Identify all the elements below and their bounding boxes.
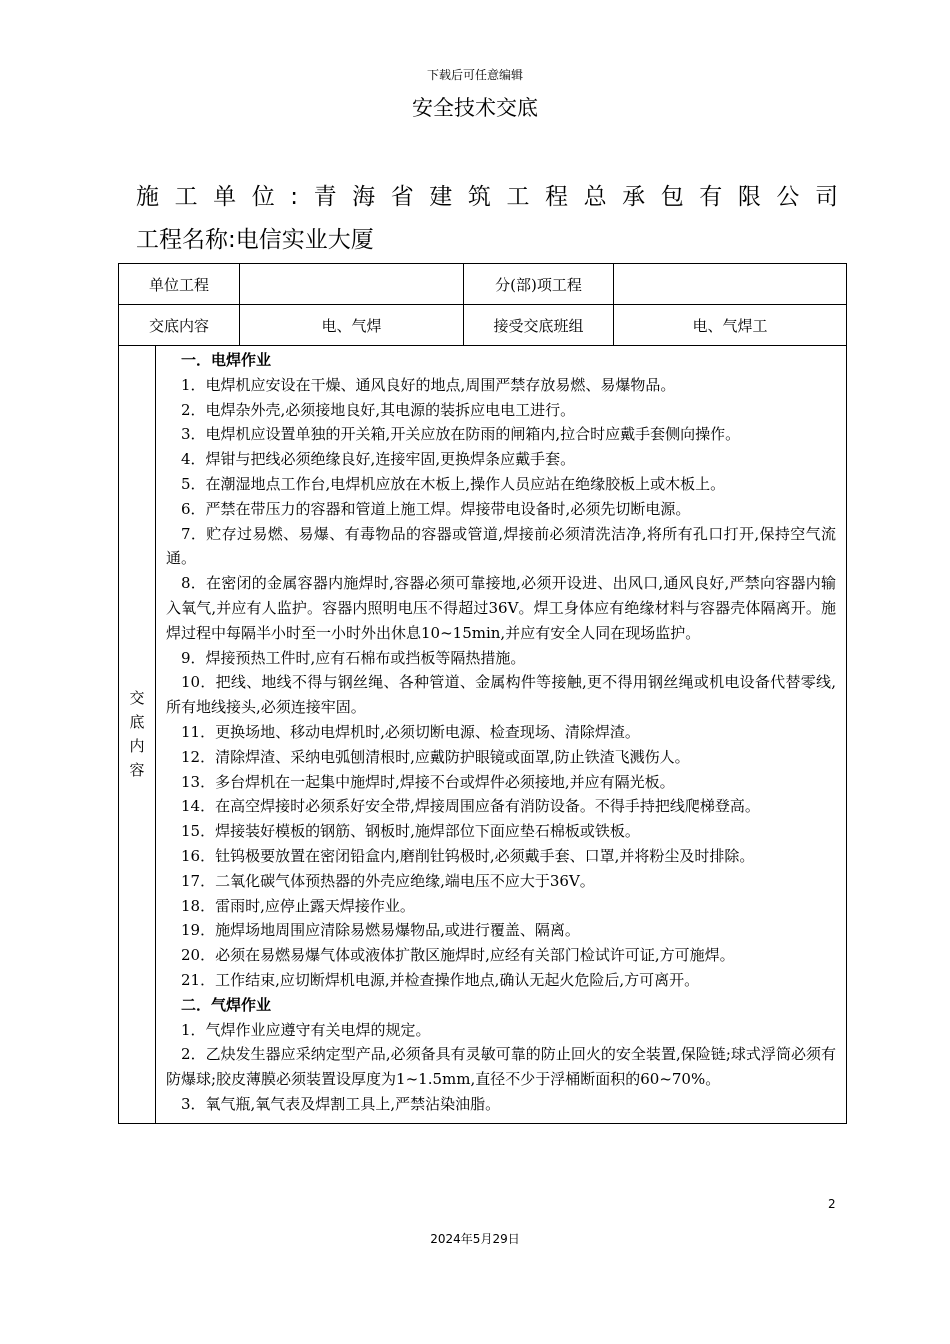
project-name: 工程名称:电信实业大厦	[136, 227, 374, 253]
side-label-char: 底	[129, 713, 145, 732]
content-paragraph: 8．在密闭的金属容器内施焊时,容器必须可靠接地,必须开设进、出风口,通风良好,严禁向容器内输入氧气,并应有人监护。容器内照明电压不得超过36V。焊工身体应有绝缘材料与容器壳体隔离开。施焊过程中每隔半小时至一小时外出休息10~15min,并应有安全人同在现场监护。	[166, 574, 837, 642]
side-label	[119, 346, 156, 1124]
document-title: 安全技术交底	[412, 96, 538, 120]
section-heading: 一．电焊作业	[181, 351, 272, 369]
receiving-team-label: 接受交底班组	[464, 305, 614, 346]
disclosure-content-value: 电、气焊	[240, 305, 464, 346]
disclosure-content-label: 交底内容	[119, 305, 240, 346]
content-paragraph: 14．在高空焊接时必须系好安全带,焊接周围应备有消防设备。不得手持把线爬梯登高。	[181, 797, 760, 816]
content-paragraph: 1．气焊作业应遵守有关电焊的规定。	[181, 1020, 431, 1039]
content-paragraph: 7．贮存过易燃、易爆、有毒物品的容器或管道,焊接前必须清洗洁净,将所有孔口打开,保持空气流通。	[166, 524, 837, 568]
content-paragraph: 2．乙炔发生器应采纳定型产品,必须备具有灵敏可靠的防止回火的安全装置,保险链;球式浮筒必须有防爆球;胶皮薄膜必须装置设厚度为1~1.5mm,直径不少于浮桶断面积的60~70%。	[166, 1045, 837, 1089]
header-note: 下载后可任意编辑	[426, 68, 523, 82]
content-paragraph: 13．多台焊机在一起集中施焊时,焊接不台或焊件必须接地,并应有隔光板。	[181, 772, 675, 791]
content-paragraph: 3．电焊机应设置单独的开关箱,开关应放在防雨的闸箱内,拉合时应戴手套侧向操作。	[181, 425, 741, 444]
content-paragraph: 21．工作结束,应切断焊机电源,并检查操作地点,确认无起火危险后,方可离开。	[181, 970, 700, 989]
content-paragraph: 11．更换场地、移动电焊机时,必须切断电源、检查现场、清除焊渣。	[181, 722, 640, 741]
sub-project-value	[614, 264, 847, 305]
page-number: 2	[828, 1197, 836, 1211]
receiving-team-value: 电、气焊工	[614, 305, 847, 346]
content-paragraph: 18．雷雨时,应停止露天焊接作业。	[181, 896, 415, 915]
content-paragraph: 5．在潮湿地点工作台,电焊机应放在木板上,操作人员应站在绝缘胶板上或木板上。	[181, 474, 726, 493]
construction-unit: 施工单位:青海省建筑工程总承包有限公司	[136, 184, 838, 210]
content-paragraph: 12．清除焊渣、采纳电弧刨清根时,应戴防护眼镜或面罩,防止铁渣飞溅伤人。	[181, 747, 690, 766]
content-paragraph: 4．焊钳与把线必须绝缘良好,连接牢固,更换焊条应戴手套。	[181, 450, 576, 469]
footer-date: 2024年5月29日	[430, 1232, 520, 1246]
side-label-char: 内	[129, 737, 145, 756]
content-paragraph: 17．二氧化碳气体预热器的外壳应绝缘,端电压不应大于36V。	[181, 871, 595, 890]
unit-project-value	[240, 264, 464, 305]
unit-project-label: 单位工程	[119, 264, 240, 305]
content-paragraph: 2．电焊杂外壳,必须接地良好,其电源的装拆应电电工进行。	[181, 400, 576, 419]
content-paragraph: 1．电焊机应安设在干燥、通风良好的地点,周围严禁存放易燃、易爆物品。	[181, 375, 676, 394]
disclosure-body	[156, 346, 847, 1124]
sub-project-label: 分(部)项工程	[464, 264, 614, 305]
side-label-char: 容	[129, 761, 145, 780]
content-paragraph: 19．施焊场地周围应清除易燃易爆物品,或进行覆盖、隔离。	[181, 921, 580, 940]
content-paragraph: 9．焊接预热工件时,应有石棉布或挡板等隔热措施。	[181, 648, 526, 667]
table-row-unit	[119, 264, 847, 305]
table-row-content	[119, 305, 847, 346]
content-paragraph: 3．氧气瓶,氧气表及焊割工具上,严禁沾染油脂。	[181, 1094, 501, 1113]
content-paragraph: 10．把线、地线不得与钢丝绳、各种管道、金属构件等接触,更不得用钢丝绳或机电设备代替零线,所有地线接头,必须连接牢固。	[166, 673, 837, 717]
content-paragraph: 6．严禁在带压力的容器和管道上施工焊。焊接带电设备时,必须先切断电源。	[181, 499, 691, 518]
content-paragraph: 15．焊接装好模板的钢筋、钢板时,施焊部位下面应垫石棉板或铁板。	[181, 822, 640, 841]
side-label-char: 交	[129, 689, 145, 708]
content-paragraph: 16．钍钨极要放置在密闭铅盒内,磨削钍钨极时,必须戴手套、口罩,并将粉尘及时排除。	[181, 846, 755, 865]
section-heading: 二．气焊作业	[181, 995, 272, 1014]
disclosure-table	[118, 263, 847, 1124]
content-paragraph: 20．必须在易燃易爆气体或液体扩散区施焊时,应经有关部门检试许可证,方可施焊。	[181, 946, 735, 965]
table-row-body	[119, 346, 847, 1124]
